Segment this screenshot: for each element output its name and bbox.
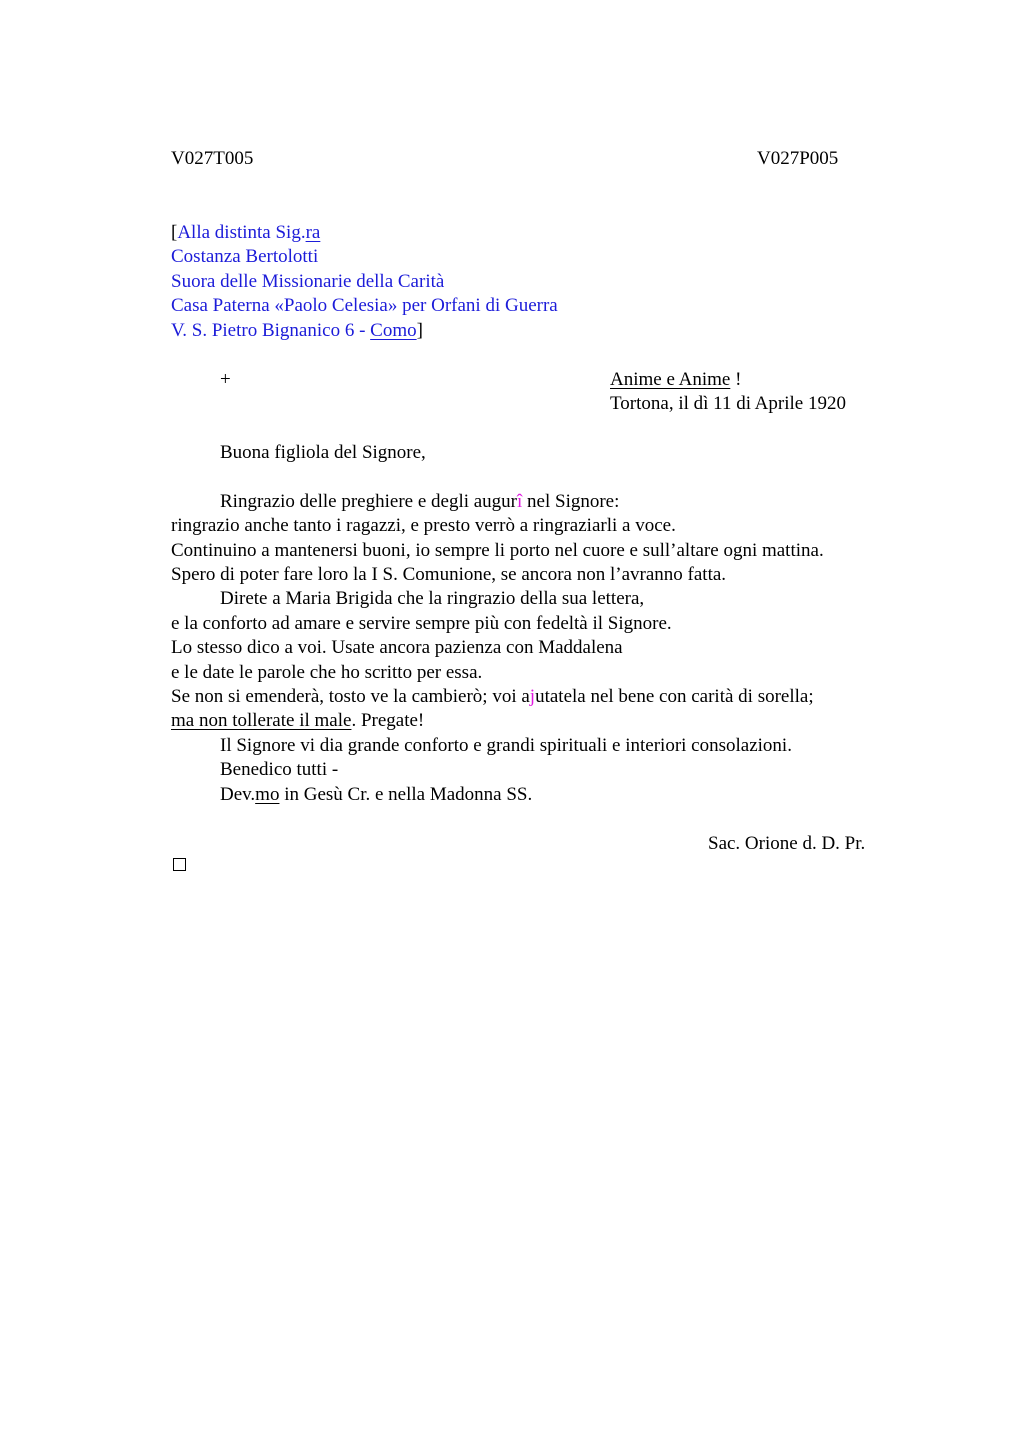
salutation: Buona figliola del Signore, <box>220 442 426 463</box>
address-line-2: Costanza Bertolotti <box>171 246 319 267</box>
body-line-5: Direte a Maria Brigida che la ringrazio della sua lettera, <box>220 588 645 609</box>
body-line-7: Lo stesso dico a voi. Usate ancora pazienza con Maddalena <box>171 637 623 658</box>
body-line-4: Spero di poter fare loro la I S. Comunione, se ancora non l’avranno fatta. <box>171 564 727 585</box>
checkbox-square-icon <box>173 858 186 871</box>
body-line-10: ma non tollerate il male. Pregate! <box>171 710 425 731</box>
body-line-11: Il Signore vi dia grande conforto e grandi spirituali e interiori consolazioni. <box>220 735 792 756</box>
city-name: Como <box>370 320 417 341</box>
motto: Anime e Anime ! <box>610 369 742 390</box>
body-line-12: Benedico tutti - <box>220 759 339 780</box>
address-line-5: V. S. Pietro Bignanico 6 - Como] <box>171 320 423 341</box>
signature: Sac. Orione d. D. Pr. <box>708 833 866 854</box>
body-line-9: Se non si emenderà, tosto ve la cambierò; voi ajutatela nel bene con carità di sorella; <box>171 686 814 707</box>
body-line-8: e le date le parole che ho scritto per essa. <box>171 662 483 683</box>
cross-mark: + <box>220 369 231 390</box>
address-line-1: [Alla distinta Sig.ra <box>171 222 321 243</box>
document-code-right: V027P005 <box>757 148 839 169</box>
body-line-3: Continuino a mantenersi buoni, io sempre li porto nel cuore e sull’altare ogni mattina. <box>171 540 824 561</box>
superscript-ra: ra <box>305 222 321 243</box>
address-line-4: Casa Paterna «Paolo Celesia» per Orfani di Guerra <box>171 295 558 316</box>
body-line-6: e la conforto ad amare e servire sempre più con fedeltà il Signore. <box>171 613 672 634</box>
body-line-2: ringrazio anche tanto i ragazzi, e presto verrò a ringraziarli a voce. <box>171 515 676 536</box>
body-line-1: Ringrazio delle preghiere e degli augurî nel Signore: <box>220 491 620 512</box>
body-line-13: Dev.mo in Gesù Cr. e nella Madonna SS. <box>220 784 533 805</box>
address-line-3: Suora delle Missionarie della Carità <box>171 271 445 292</box>
document-code-left: V027T005 <box>171 148 254 169</box>
date-line: Tortona, il dì 11 di Aprile 1920 <box>610 393 846 414</box>
